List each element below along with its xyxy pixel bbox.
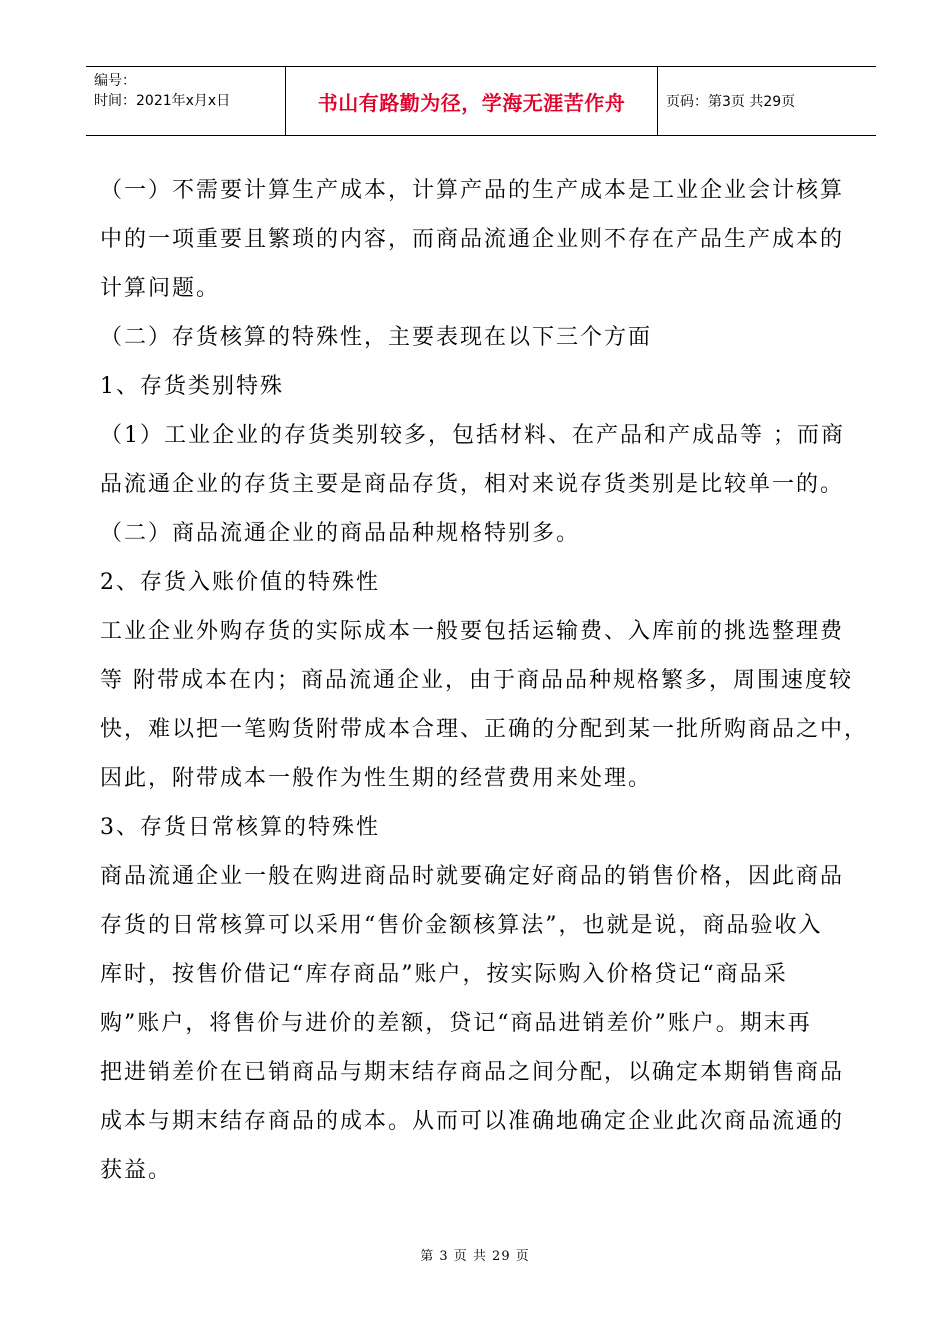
paragraph-2: （二）存货核算的特殊性，主要表现在以下三个方面 <box>100 325 653 350</box>
paragraph-5: （二）商品流通企业的商品品种规格特别多。 <box>100 521 581 546</box>
header-page-info: 页码：第3页 共29页 <box>666 94 796 110</box>
header-meta <box>86 67 286 135</box>
document-body <box>100 166 870 1195</box>
header-motto: 书山有路勤为径，学海无涯苦作舟 <box>286 67 658 135</box>
paragraph-3: 1、存货类别特殊 <box>100 374 284 399</box>
paragraph-7: 工业企业外购存货的实际成本一般要包括运输费、入库前的挑选整理费 等 附带成本在内；商品流通企业，由于商品品种规格繁多，周围速度较 快，难以把一笔购货附带成本合理、正确的分配到某一批所购商品之中， 因此，附带成本一般作为性生期的经营费用来处理。 <box>100 619 869 791</box>
document-header <box>86 66 876 136</box>
number-label: 编号： <box>94 73 136 89</box>
page-footer: 第 3 页 共 29 页 <box>420 1249 530 1264</box>
paragraph-8: 3、存货日常核算的特殊性 <box>100 815 380 840</box>
paragraph-4: （1）工业企业的存货类别较多，包括材料、在产品和产成品等 ；而商 品流通企业的存货主要是商品存货，相对来说存货类别是比较单一的。 <box>100 423 845 497</box>
paragraph-1: （一）不需要计算生产成本，计算产品的生产成本是工业企业会计核算 中的一项重要且繁琐的内容，而商品流通企业则不存在产品生产成本的 计算问题。 <box>100 178 845 301</box>
paragraph-9: 商品流通企业一般在购进商品时就要确定好商品的销售价格，因此商品 存货的日常核算可以采用“售价金额核算法”，也就是说，商品验收入 库时，按售价借记“库存商品”账户，按实际购入价格贷记“商品采 购”账户，将售价与进价的差额，贷记“商品进销差价”账户。期末再 把进销差价在已销商品与期末结存商品之间分配，以确定本期销售商品 成本与期末结存商品的成本。从而可以准确地确定企业此次商品流通的 获益。 <box>100 864 845 1183</box>
paragraph-6: 2、存货入账价值的特殊性 <box>100 570 380 595</box>
time-label: 时间：2021年x月x日 <box>94 93 231 109</box>
